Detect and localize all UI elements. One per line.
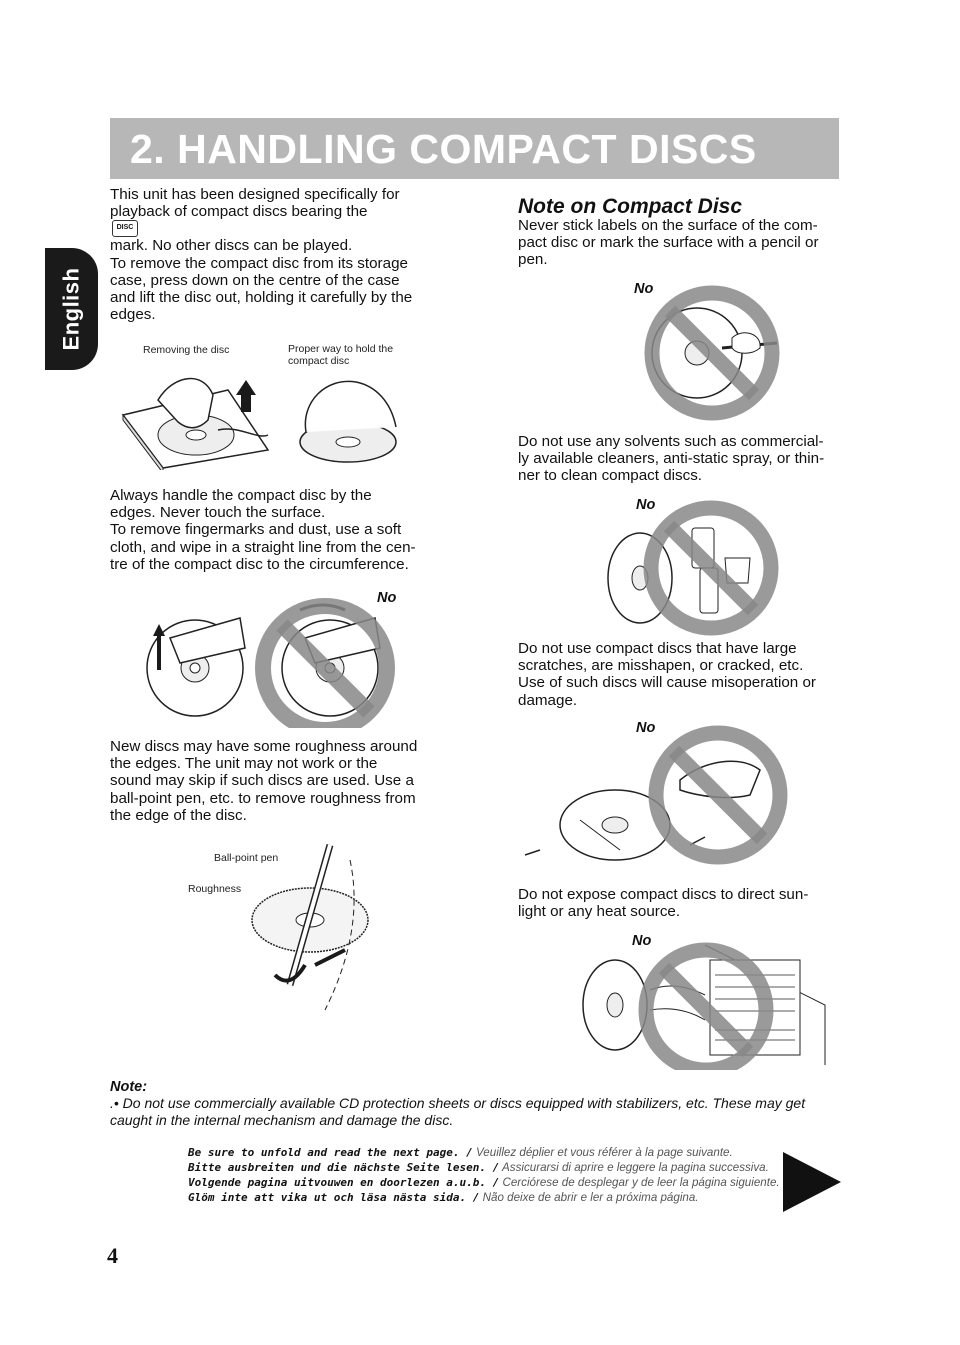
proper-hold-illustration xyxy=(296,372,401,467)
note-on-compact-disc-heading: Note on Compact Disc xyxy=(518,195,743,218)
scratches-paragraph xyxy=(518,640,840,709)
unfold-line-bold: Glöm inte att vika ut och läsa nästa sida. / xyxy=(188,1191,480,1204)
intro-line: case, press down on the centre of the case xyxy=(110,271,400,289)
language-tab-label: English xyxy=(58,267,84,351)
unfold-line xyxy=(188,1175,788,1190)
no-labels-illustration xyxy=(642,283,782,423)
unfold-line xyxy=(188,1145,788,1160)
removing-disc-illustration xyxy=(118,360,273,470)
new-discs-line: the edges. The unit may not work or the xyxy=(110,755,378,773)
unfold-line xyxy=(188,1190,788,1205)
scratches-line: scratches, are misshapen, or cracked, etc. xyxy=(518,657,804,675)
no-label: No xyxy=(634,281,654,297)
unfold-line-italic: Não deixe de abrir e ler a próxima página. xyxy=(479,1191,699,1204)
no-damaged-discs-illustration xyxy=(520,725,820,870)
labels-line: pen. xyxy=(518,251,548,269)
unfold-line-bold: Be sure to unfold and read the next page. / xyxy=(188,1146,473,1159)
labels-line: Never stick labels on the surface of the com- xyxy=(518,217,818,234)
no-solvents-illustration xyxy=(600,498,780,638)
section-title-banner xyxy=(110,118,839,179)
scratches-line: Do not use compact discs that have large xyxy=(518,640,797,657)
next-page-arrow-icon xyxy=(783,1152,841,1212)
page-number: 4 xyxy=(107,1243,118,1268)
note-label: Note: xyxy=(110,1079,148,1095)
solvents-line: ly available cleaners, anti-static spray, or thin- xyxy=(518,450,825,468)
new-discs-paragraph xyxy=(110,738,433,824)
caption-removing-disc: Removing the disc xyxy=(143,344,230,356)
unfold-line-italic: Veuillez déplier et vous référer à la page suivante. xyxy=(472,1146,733,1159)
unfold-line-bold: Volgende pagina uitvouwen en doorlezen a.u.b. / xyxy=(188,1176,500,1189)
unfold-line-bold: Bitte ausbreiten und die nächste Seite lesen. / xyxy=(188,1161,500,1174)
new-discs-line: New discs may have some roughness around xyxy=(110,738,418,755)
sunlight-line: Do not expose compact discs to direct sun- xyxy=(518,886,809,903)
wiping-disc-illustration xyxy=(145,598,405,728)
no-label: No xyxy=(632,933,652,949)
caption-proper-hold: Proper way to hold the compact disc xyxy=(288,343,394,367)
unfold-instructions xyxy=(188,1145,788,1205)
caption-ballpoint-pen: Ball-point pen xyxy=(214,852,279,864)
intro-paragraph xyxy=(110,186,433,323)
section-title: 2. HANDLING COMPACT DISCS xyxy=(130,126,757,172)
solvents-line: ner to clean compact discs. xyxy=(518,467,703,485)
new-discs-line: the edge of the disc. xyxy=(110,806,247,824)
no-label: No xyxy=(636,497,656,513)
intro-line-text: playback of compact discs bearing the xyxy=(110,203,368,221)
handling-line: tre of the compact disc to the circumference. xyxy=(110,555,409,573)
intro-line: To remove the compact disc from its storage xyxy=(110,254,408,272)
scratches-line: damage. xyxy=(518,691,578,709)
no-label: No xyxy=(636,720,656,736)
note-text: .• Do not use commercially available CD protection sheets or discs equipped with stabilizers, etc. These may get caught in the internal mechanism and damage the disc. xyxy=(110,1095,806,1128)
labels-line: pact disc or mark the surface with a pencil or xyxy=(518,234,819,252)
intro-line: and lift the disc out, holding it carefully by the xyxy=(110,289,413,307)
handling-line: edges. Never touch the surface. xyxy=(110,504,326,522)
intro-line: edges. xyxy=(110,306,156,324)
solvents-line: Do not use any solvents such as commercial- xyxy=(518,433,824,450)
language-tab xyxy=(45,248,98,370)
handling-line: Always handle the compact disc by the xyxy=(110,487,372,504)
handling-line: cloth, and wipe in a straight line from the cen- xyxy=(110,538,416,556)
new-discs-line: ball-point pen, etc. to remove roughness from xyxy=(110,789,416,807)
unfold-line-italic: Assicurarsi di aprire e leggere la pagina successiva. xyxy=(499,1161,769,1174)
intro-line xyxy=(110,203,433,237)
no-heat-illustration xyxy=(575,935,830,1070)
handling-line: To remove fingermarks and dust, use a soft xyxy=(110,521,402,539)
compact-disc-logo-icon: DISC xyxy=(112,220,138,237)
handling-paragraph xyxy=(110,487,433,573)
no-label: No xyxy=(377,590,397,606)
caption-roughness: Roughness xyxy=(188,883,242,895)
intro-line: mark. No other discs can be played. xyxy=(110,237,353,255)
roughness-removal-illustration xyxy=(245,840,375,1020)
solvents-paragraph xyxy=(518,433,840,485)
sunlight-line: light or any heat source. xyxy=(518,903,681,921)
unfold-line xyxy=(188,1160,788,1175)
scratches-line: Use of such discs will cause misoperation or xyxy=(518,674,816,692)
new-discs-line: sound may skip if such discs are used. Use a xyxy=(110,772,414,790)
unfold-line-italic: Cerciórese de desplegar y de leer la página siguiente. xyxy=(499,1176,780,1189)
labels-paragraph xyxy=(518,217,840,269)
intro-line: This unit has been designed specifically for xyxy=(110,186,400,203)
sunlight-paragraph xyxy=(518,886,840,920)
